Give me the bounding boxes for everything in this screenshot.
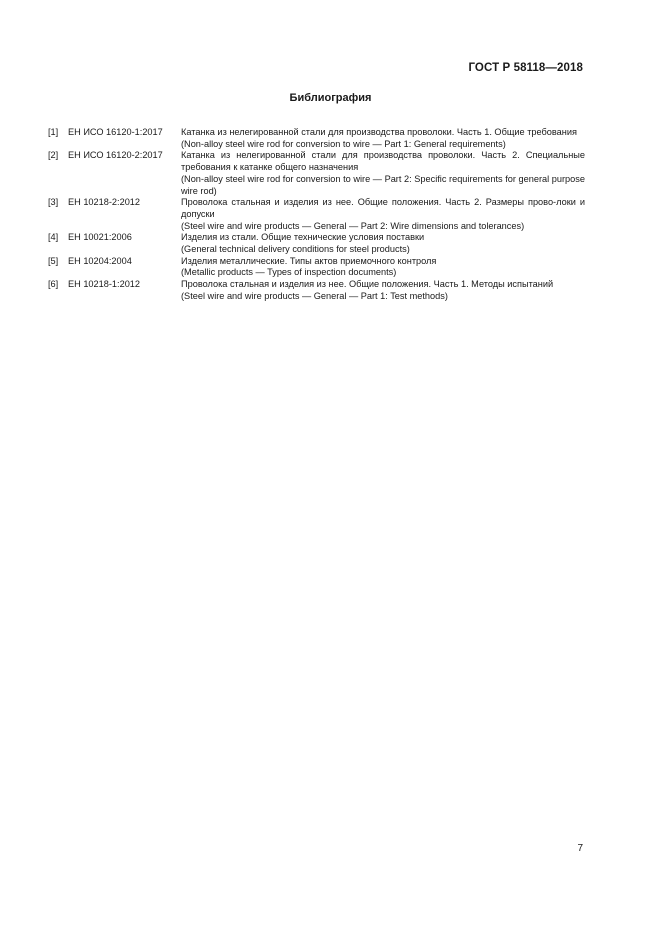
entry-title-english: (Steel wire and wire products — General — Part 2: Wire dimensions and tolerances) (181, 220, 525, 231)
entry-description (181, 279, 585, 302)
entry-title-russian: Проволока стальная и изделия из нее. Общие положения. Часть 1. Методы испытаний (181, 279, 554, 290)
entry-description (181, 197, 585, 232)
entry-title-english: (Non-alloy steel wire rod for conversion to wire — Part 2: Specific requirements for general purpose wire rod) (181, 173, 585, 196)
entry-standard-code: ЕН 10204:2004 (68, 255, 132, 266)
entry-title-russian: Проволока стальная и изделия из нее. Общие положения. Часть 2. Размеры прово-локи и допуски (181, 197, 585, 219)
bibliography-entry (48, 197, 585, 232)
entry-description (181, 127, 585, 150)
entry-number: [5] (48, 255, 59, 266)
entry-number: [1] (48, 127, 59, 137)
entry-title-english: (Non-alloy steel wire rod for conversion to wire — Part 1: General requirements) (181, 138, 506, 149)
bibliography-entry (48, 256, 585, 279)
entry-description (181, 150, 585, 197)
entry-description (181, 256, 585, 279)
bibliography-entry (48, 279, 585, 302)
page-number: 7 (577, 843, 583, 854)
entry-title-russian: Изделия из стали. Общие технические условия поставки (181, 232, 425, 243)
entry-standard-code: ЕН 10021:2006 (68, 232, 132, 243)
document-code-header: ГОСТ Р 58118—2018 (468, 62, 583, 74)
entry-number: [6] (48, 279, 59, 290)
entry-title-english: (Metallic products — Types of inspection documents) (181, 267, 397, 278)
entry-title-russian: Катанка из нелегированной стали для производства проволоки. Часть 1. Общие требования (181, 127, 577, 137)
entry-title-russian: Изделия металлические. Типы актов приемочного контроля (181, 255, 437, 266)
entry-description (181, 232, 585, 255)
bibliography-entry (48, 232, 585, 255)
entry-standard-code: ЕН ИСО 16120-2:2017 (68, 150, 163, 161)
bibliography-entry (48, 127, 585, 150)
bibliography-entry (48, 150, 585, 197)
entry-standard-code: ЕН ИСО 16120-1:2017 (68, 127, 163, 137)
page-title: Библиография (289, 92, 372, 104)
entry-standard-code: ЕН 10218-2:2012 (68, 197, 141, 208)
entry-number: [2] (48, 150, 59, 161)
entry-number: [3] (48, 197, 59, 208)
entry-title-russian: Катанка из нелегированной стали для производства проволоки. Часть 2. Специальные требования к катанке общего назначения (181, 150, 585, 173)
entry-title-english: (General technical delivery conditions for steel products) (181, 244, 410, 255)
entry-standard-code: ЕН 10218-1:2012 (68, 279, 141, 290)
entry-title-english: (Steel wire and wire products — General — Part 1: Test methods) (181, 290, 448, 301)
bibliography-list (48, 127, 585, 303)
entry-number: [4] (48, 232, 59, 243)
